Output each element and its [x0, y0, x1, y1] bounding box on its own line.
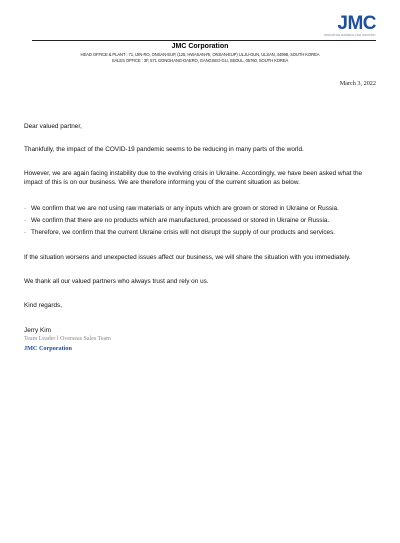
- list-item: · Therefore, we confirm that the current Ukraine crisis will not disrupt the supply of our products and services.: [24, 229, 336, 236]
- signature-title: Team Leader l Overseas Sales Team: [24, 336, 111, 342]
- bullet-dot: ·: [24, 229, 27, 236]
- logo-wordmark: JMC: [337, 13, 376, 34]
- closing: Kind regards,: [24, 302, 63, 309]
- company-logo: [316, 14, 376, 40]
- salutation: Dear valued partner,: [24, 123, 82, 130]
- letter-date: March 3, 2022: [339, 80, 376, 87]
- list-item: · We confirm that we are not using raw materials or any inputs which are grown or stored in Ukraine or Russia.: [24, 205, 339, 212]
- signature-company: JMC Corporation: [24, 345, 72, 352]
- paragraph-ukraine: However, we are again facing instability due to the evolving crisis in Ukraine. Accordingly, we have been asked what the impact of this is on our business. We are therefore informing you of the current situation as below.: [24, 170, 363, 186]
- list-item: · We confirm that there are no products which are manufactured, processed or stored in Ukraine or Russia.: [24, 217, 330, 224]
- logo-tagline: INNOVATIVE MATERIAL FOR INDUSTRY: [323, 34, 376, 37]
- header-divider: [32, 40, 376, 41]
- bullet-dot: ·: [24, 217, 27, 224]
- company-name: JMC Corporation: [171, 43, 229, 50]
- bullet-dot: ·: [24, 205, 27, 212]
- paragraph-update: If the situation worsens and unexpected issues affect our business, we will share the situation with you immediately.: [24, 254, 351, 261]
- sales-office-address: SALES OFFICE : 3F, 571 GONGHANG-DAERO, GANGSEO-GU, SEOUL, 05760, SOUTH KOREA: [111, 58, 289, 63]
- signature-name: Jerry Kim: [24, 327, 51, 334]
- head-office-address: HEAD OFFICE & PLANT : 71, IJIN-RO, ONSAN-EUP, (125, HWASAN-RI, ONSAN-EUP) ULJU-GUN, ULSAN, 44998, SOUTH KOREA: [80, 52, 320, 57]
- paragraph-thanks: We thank all our valued partners who always trust and rely on us.: [24, 278, 209, 285]
- paragraph-covid: Thankfully, the impact of the COVID-19 pandemic seems to be reducing in many parts of the world.: [24, 146, 304, 153]
